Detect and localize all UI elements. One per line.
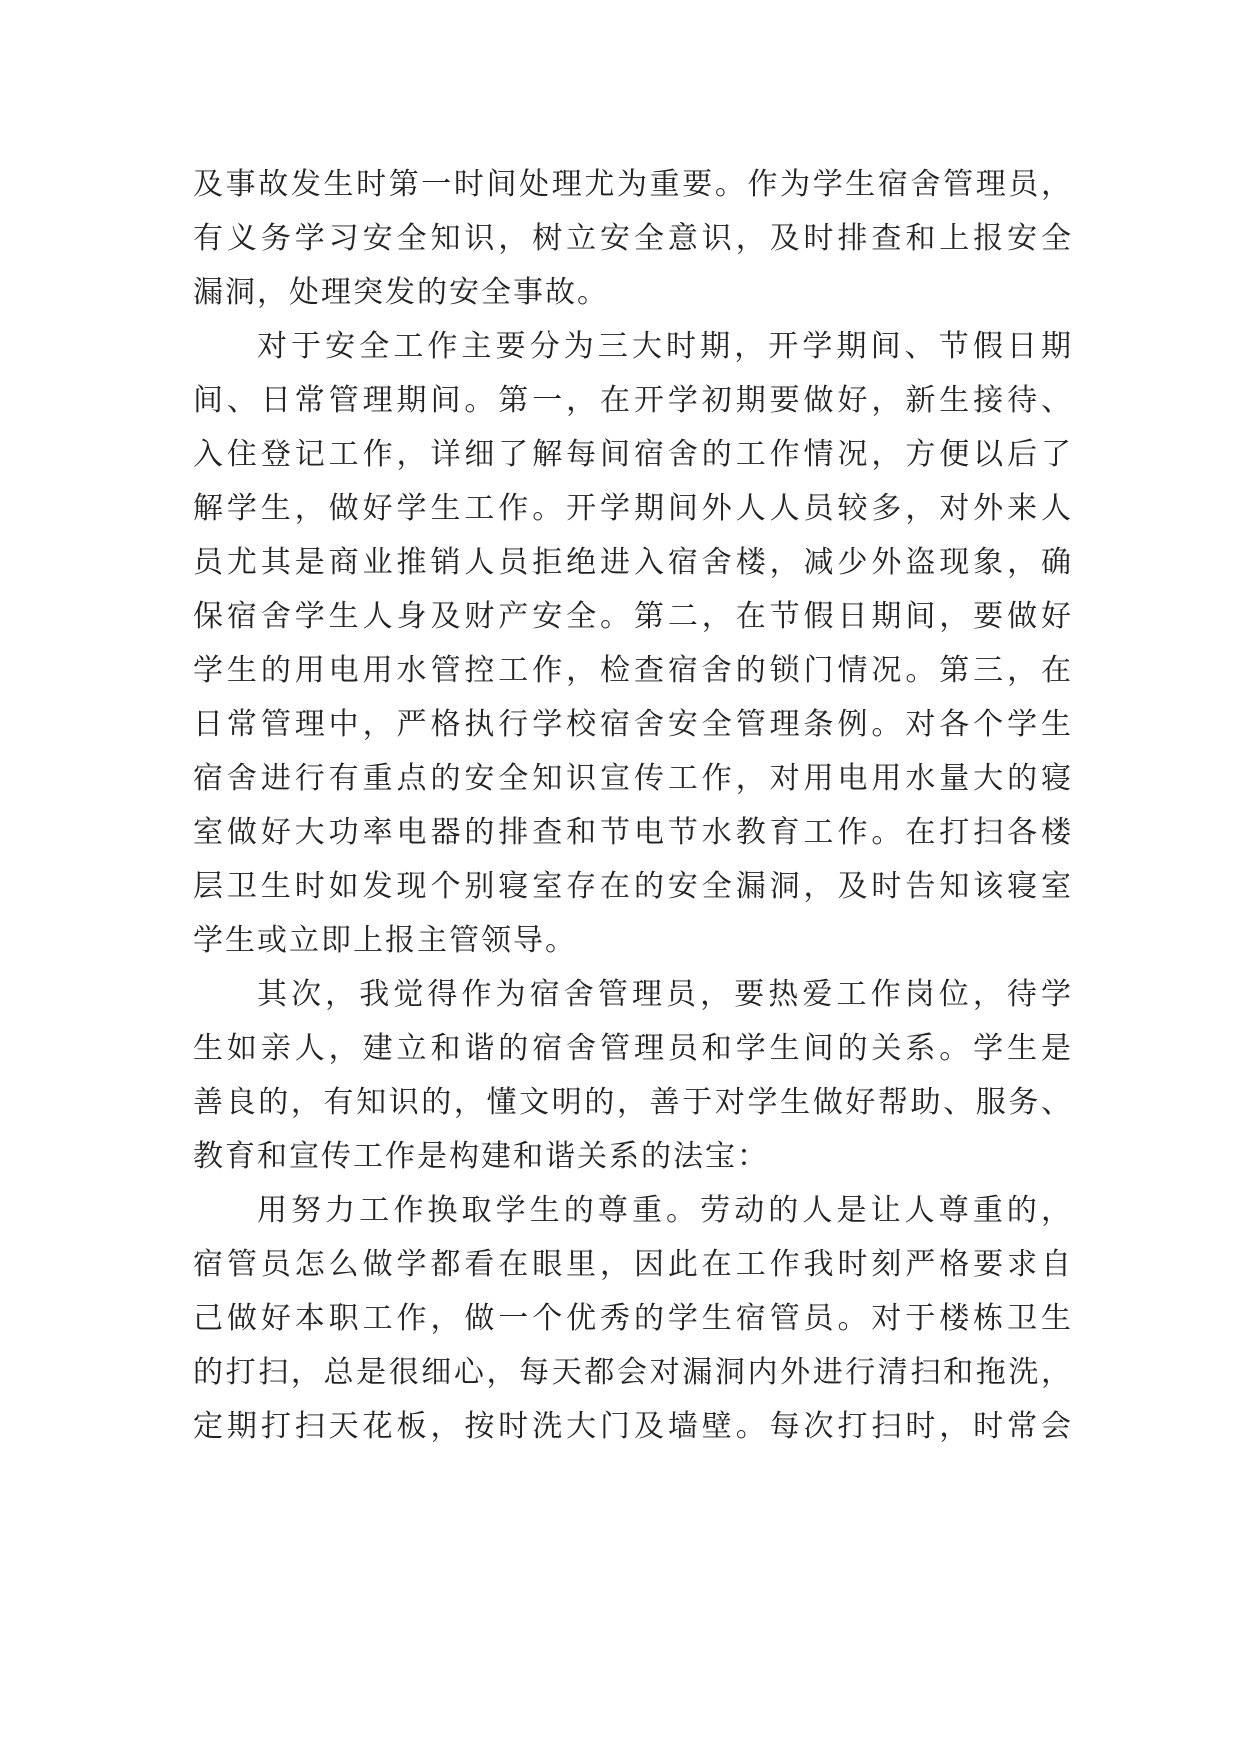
paragraph-2-line-5: 员尤其是商业推销人员拒绝进入宿舍楼，减少外盗现象，确 — [193, 545, 1073, 580]
paragraph-3-line-3: 善良的，有知识的，懂文明的，善于对学生做好帮助、服务、 — [193, 1085, 1073, 1120]
paragraph-2-line-4: 解学生，做好学生工作。开学期间外人人员较多，对外来人 — [193, 491, 1073, 526]
paragraph-2-line-11: 层卫生时如发现个别寝室存在的安全漏洞，及时告知该寝室 — [193, 869, 1073, 904]
paragraph-4-line-3: 己做好本职工作，做一个优秀的学生宿管员。对于楼栋卫生 — [193, 1301, 1073, 1336]
paragraph-3-line-4: 教育和宣传工作是构建和谐关系的法宝： — [193, 1139, 769, 1174]
paragraph-2-line-9: 宿舍进行有重点的安全知识宣传工作，对用电用水量大的寝 — [193, 761, 1073, 796]
paragraph-2-line-10: 室做好大功率电器的排查和节电节水教育工作。在打扫各楼 — [193, 815, 1073, 850]
paragraph-2-line-8: 日常管理中，严格执行学校宿舍安全管理条例。对各个学生 — [193, 707, 1073, 742]
paragraph-1-line-2: 有义务学习安全知识，树立安全意识，及时排查和上报安全 — [193, 221, 1073, 256]
paragraph-3-line-1: 其次，我觉得作为宿舍管理员，要热爱工作岗位，待学 — [257, 977, 1073, 1012]
paragraph-1-line-3: 漏洞，处理突发的安全事故。 — [193, 275, 609, 310]
paragraph-2-line-1: 对于安全工作主要分为三大时期，开学期间、节假日期 — [257, 329, 1073, 364]
paragraph-2-line-12: 学生或立即上报主管领导。 — [193, 923, 577, 958]
paragraph-4-line-4: 的打扫，总是很细心，每天都会对漏洞内外进行清扫和拖洗， — [193, 1355, 1073, 1390]
paragraph-4-line-1: 用努力工作换取学生的尊重。劳动的人是让人尊重的， — [257, 1193, 1073, 1228]
paragraph-2-line-7: 学生的用电用水管控工作，检查宿舍的锁门情况。第三，在 — [193, 653, 1073, 688]
paragraph-4-line-2: 宿管员怎么做学都看在眼里，因此在工作我时刻严格要求自 — [193, 1247, 1073, 1282]
paragraph-2-line-3: 入住登记工作，详细了解每间宿舍的工作情况，方便以后了 — [193, 437, 1073, 472]
paragraph-3-line-2: 生如亲人，建立和谐的宿舍管理员和学生间的关系。学生是 — [193, 1031, 1073, 1066]
paragraph-2-line-6: 保宿舍学生人身及财产安全。第二，在节假日期间，要做好 — [193, 599, 1073, 634]
paragraph-1-line-1: 及事故发生时第一时间处理尤为重要。作为学生宿舍管理员， — [193, 167, 1073, 202]
document-body — [193, 158, 1073, 1454]
paragraph-2-line-2: 间、日常管理期间。第一，在开学初期要做好，新生接待、 — [193, 383, 1073, 418]
paragraph-4-line-5: 定期打扫天花板，按时洗大门及墙壁。每次打扫时，时常会 — [193, 1409, 1073, 1444]
